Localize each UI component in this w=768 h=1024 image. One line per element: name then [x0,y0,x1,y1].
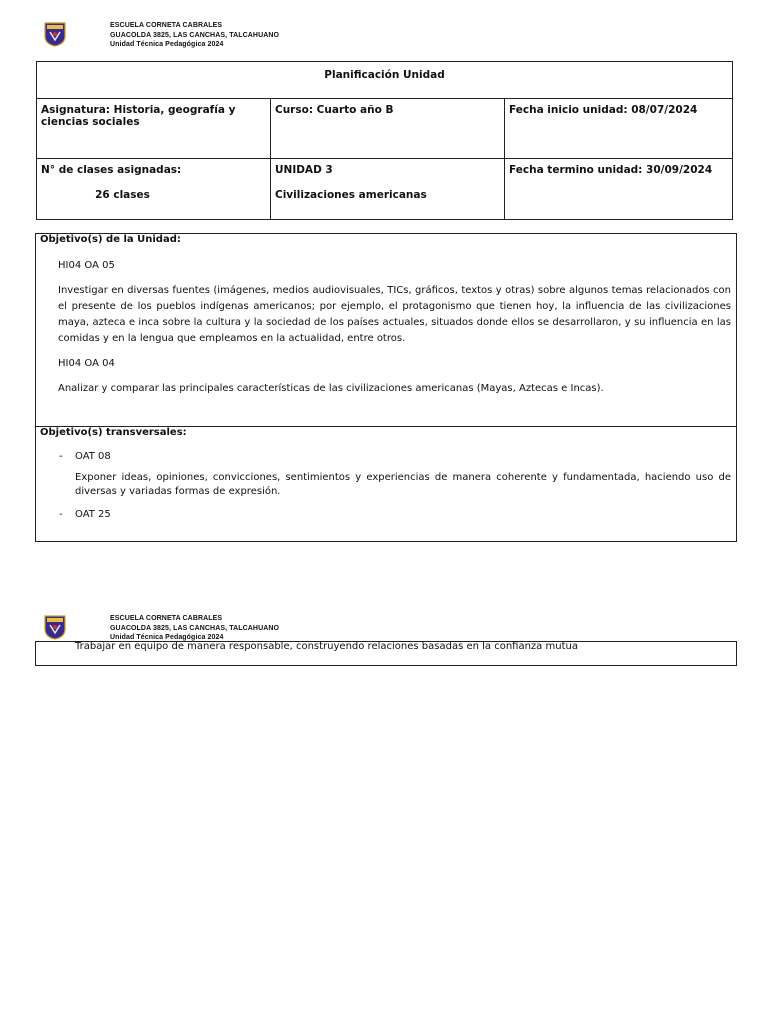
fecha-inicio-cell: Fecha inicio unidad: 08/07/2024 [505,99,733,159]
fecha-termino-cell: Fecha termino unidad: 30/09/2024 [505,159,733,220]
clases-label: N° de clases asignadas: [41,164,182,176]
list-dash: - [59,451,63,462]
planning-info-table [36,61,733,220]
school-crest-icon [44,21,66,47]
objective-code-1: HI04 OA 05 [58,260,115,271]
objective-text-1: Investigar en diversas fuentes (imágenes, medios audiovisuales, TICs, gráficos, textos y otras) sobre algunos temas relacionados con el presente de los pueblos indígenas americanos; por ejemplo, el protagonismo que tienen hoy, la influencia de las civilizaciones maya, azteca e inca sobre la cultura y la sociedad de los países actuales, situados donde ellos se desarrollaron, y su influencia en las comidas y en la lengua que empleamos en la actualidad, entre otros. [58,285,731,344]
list-dash: - [59,509,63,520]
list-item [36,451,736,462]
objetivos-transversales-box [35,426,737,542]
oat-text-2: Trabajar en equipo de manera responsable, construyendo relaciones basadas en la confianza mutua [75,641,578,652]
objetivos-unidad-heading: Objetivo(s) de la Unidad: [40,234,181,245]
school-address: GUACOLDA 3825, LAS CANCHAS, TALCAHUANO [110,31,280,39]
unidad-label: UNIDAD 3 [275,164,333,176]
curso-cell: Curso: Cuarto año B [271,99,505,159]
asignatura-cell: Asignatura: Historia, geografía y ciencias sociales [37,99,271,159]
oat-continuation-box [35,641,737,666]
table-title: Planificación Unidad [37,62,733,99]
oat-code-1: OAT 08 [75,451,111,462]
oat-code-2: OAT 25 [75,509,111,520]
objetivos-transversales-heading: Objetivo(s) transversales: [40,427,187,438]
objetivos-unidad-box [35,233,737,427]
objective-code-2: HI04 OA 04 [58,358,115,369]
unidad-name: Civilizaciones americanas [275,189,427,201]
unidad-cell [271,159,505,220]
list-item [36,509,736,520]
clases-cell [37,159,271,220]
school-crest-icon [44,614,66,640]
clases-value: 26 clases [95,189,150,201]
school-address: GUACOLDA 3825, LAS CANCHAS, TALCAHUANO [110,624,280,632]
school-unit: Unidad Técnica Pedagógica 2024 [110,41,224,48]
school-unit: Unidad Técnica Pedagógica 2024 [110,634,224,641]
school-name: ESCUELA CORNETA CABRALES [110,615,223,622]
page-header [44,21,279,50]
objective-text-2: Analizar y comparar las principales características de las civilizaciones americanas (Mayas, Aztecas e Incas). [58,383,604,394]
oat-text-1: Exponer ideas, opiniones, convicciones, sentimientos y experiencias de manera coherente y fundamentada, haciendo uso de diversas y variadas formas de expresión. [75,472,731,497]
page-header-2 [44,614,279,643]
school-name: ESCUELA CORNETA CABRALES [110,22,223,29]
